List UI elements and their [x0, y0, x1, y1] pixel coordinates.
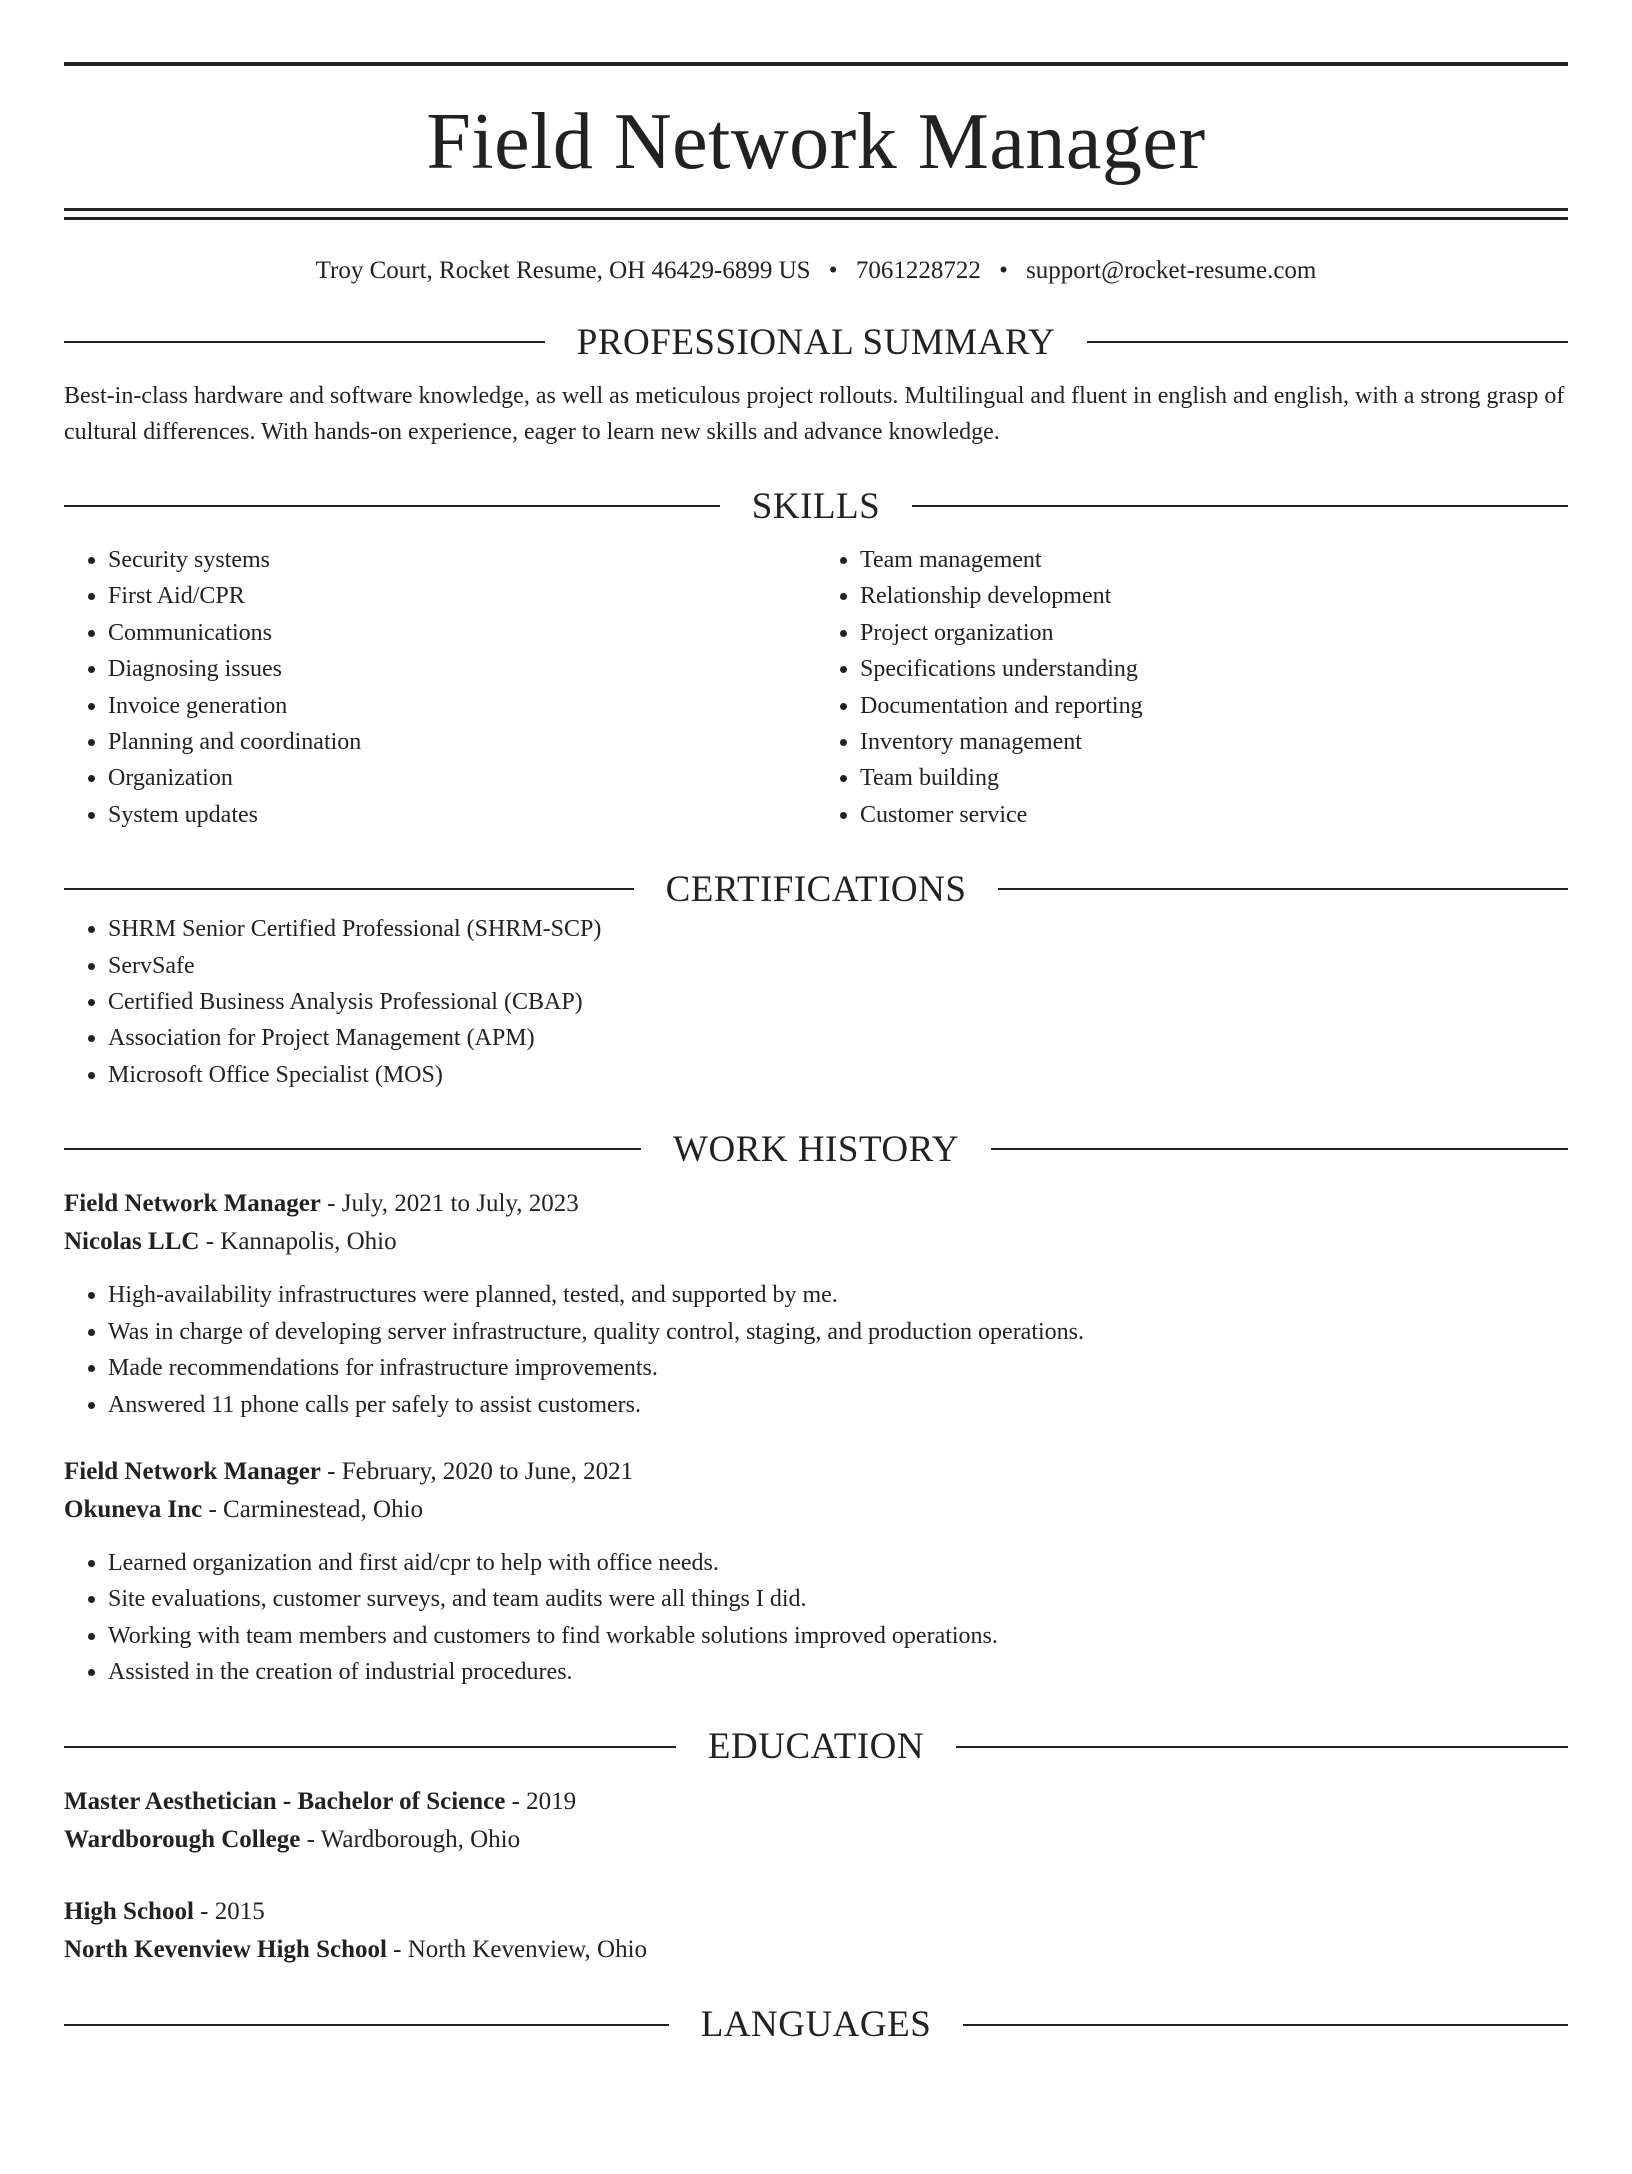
- section-heading-certifications: [64, 867, 1568, 911]
- job-duty: • Was in charge of developing server infrastructure, quality control, staging, and production operations.: [108, 1314, 1568, 1350]
- heading-rule: [64, 1148, 641, 1150]
- job-company: Nicolas LLC: [64, 1228, 200, 1256]
- heading-rule: [1087, 341, 1568, 343]
- heading-rule: [998, 888, 1568, 890]
- section-heading-languages: [64, 2003, 1568, 2047]
- contact-line: [64, 256, 1568, 286]
- skills-list: [64, 542, 816, 833]
- job-location: - Kannapolis, Ohio: [199, 1228, 397, 1256]
- skills-left-column: [64, 542, 816, 833]
- skill-item: • Team building: [860, 760, 1568, 796]
- education-school-line: [64, 1821, 1568, 1859]
- skill-item: • Relationship development: [860, 578, 1568, 614]
- skill-item: • Project organization: [860, 615, 1568, 651]
- heading-rule: [912, 505, 1568, 507]
- job-title: Field Network Manager: [64, 1190, 321, 1218]
- skills-list: [816, 542, 1568, 833]
- education-location: - North Kevenview, Ohio: [386, 1935, 648, 1963]
- section-heading-education: [64, 1725, 1568, 1769]
- skill-item: • Communications: [108, 615, 816, 651]
- heading-rule: [963, 2024, 1568, 2026]
- job-entry: [64, 1453, 1568, 1691]
- education-entry: [64, 1893, 1568, 1969]
- education-school: Wardborough College: [64, 1825, 301, 1853]
- job-duty: • Assisted in the creation of industrial procedures.: [108, 1654, 1568, 1690]
- heading-rule: [956, 1746, 1568, 1748]
- certification-item: • ServSafe: [108, 948, 1568, 984]
- job-duties-list: [64, 1277, 1568, 1423]
- skill-item: • Customer service: [860, 797, 1568, 833]
- section-title: WORK HISTORY: [673, 1128, 959, 1170]
- job-duty: • Made recommendations for infrastructure improvements.: [108, 1350, 1568, 1386]
- resume-page: [0, 62, 1632, 2174]
- skill-item: • Documentation and reporting: [860, 688, 1568, 724]
- job-duty: • Answered 11 phone calls per safely to assist customers.: [108, 1387, 1568, 1423]
- job-duty: • Working with team members and customers to find workable solutions improved operations.: [108, 1618, 1568, 1654]
- contact-phone: 7061228722: [855, 257, 981, 284]
- page-title: Field Network Manager: [426, 98, 1206, 186]
- skill-item: • Invoice generation: [108, 688, 816, 724]
- education-degree: High School: [64, 1897, 194, 1925]
- skill-item: • System updates: [108, 797, 816, 833]
- section-heading-skills: [64, 484, 1568, 528]
- education-school-line: [64, 1931, 1568, 1969]
- section-title: PROFESSIONAL SUMMARY: [576, 321, 1056, 363]
- certification-item: • Certified Business Analysis Professional (CBAP): [108, 984, 1568, 1020]
- skill-item: • Inventory management: [860, 724, 1568, 760]
- job-title-line: [64, 1185, 1568, 1223]
- job-company-line: [64, 1491, 1568, 1529]
- certification-item: • Microsoft Office Specialist (MOS): [108, 1057, 1568, 1093]
- contact-separator: •: [999, 257, 1008, 284]
- skill-item: • Diagnosing issues: [108, 651, 816, 687]
- heading-rule: [991, 1148, 1568, 1150]
- job-dates: - July, 2021 to July, 2023: [320, 1190, 579, 1218]
- job-duty: • Site evaluations, customer surveys, and team audits were all things I did.: [108, 1581, 1568, 1617]
- job-duties-list: [64, 1545, 1568, 1691]
- education-degree: Master Aesthetician - Bachelor of Science: [64, 1787, 506, 1815]
- job-title-line: [64, 1453, 1568, 1491]
- title-double-rule: [64, 208, 1568, 220]
- job-company-line: [64, 1223, 1568, 1261]
- heading-rule: [64, 888, 634, 890]
- skill-item: • Organization: [108, 760, 816, 796]
- skill-item: • Security systems: [108, 542, 816, 578]
- contact-separator: •: [828, 257, 838, 284]
- certification-item: • Association for Project Management (APM): [108, 1020, 1568, 1056]
- section-title: LANGUAGES: [700, 2004, 932, 2046]
- skill-item: • Team management: [860, 542, 1568, 578]
- heading-rule: [64, 1746, 676, 1748]
- education-year: - 2015: [193, 1897, 265, 1925]
- job-dates: - February, 2020 to June, 2021: [320, 1457, 634, 1485]
- certifications-list: [64, 911, 1568, 1093]
- job-location: - Carminestead, Ohio: [202, 1495, 424, 1523]
- education-entry: [64, 1783, 1568, 1859]
- education-school: North Kevenview High School: [64, 1935, 387, 1963]
- top-rule: [64, 62, 1568, 66]
- summary-text: Best-in-class hardware and software knowledge, as well as meticulous project rollouts. Multilingual and fluent in english and english, with a strong grasp of cultural differences. With hands-on experience, eager to learn new skills and advance knowledge.: [64, 383, 1565, 445]
- job-title: Field Network Manager: [64, 1457, 321, 1485]
- education-year: - 2019: [505, 1787, 577, 1815]
- education-location: - Wardborough, Ohio: [300, 1825, 521, 1853]
- job-duty: • High-availability infrastructures were planned, tested, and supported by me.: [108, 1277, 1568, 1313]
- skills-right-column: [816, 542, 1568, 833]
- skill-item: • First Aid/CPR: [108, 578, 816, 614]
- heading-rule: [64, 2024, 669, 2026]
- skill-item: • Specifications understanding: [860, 651, 1568, 687]
- heading-rule: [64, 505, 720, 507]
- skills-columns: [64, 542, 1568, 833]
- contact-address: Troy Court, Rocket Resume, OH 46429-6899 US: [315, 257, 811, 284]
- section-title: CERTIFICATIONS: [665, 868, 967, 910]
- heading-rule: [64, 341, 545, 343]
- job-duty: • Learned organization and first aid/cpr to help with office needs.: [108, 1545, 1568, 1581]
- education-degree-line: [64, 1893, 1568, 1931]
- section-heading-work-history: [64, 1127, 1568, 1171]
- skill-item: • Planning and coordination: [108, 724, 816, 760]
- job-company: Okuneva Inc: [64, 1495, 203, 1523]
- certification-item: • SHRM Senior Certified Professional (SHRM-SCP): [108, 911, 1568, 947]
- education-degree-line: [64, 1783, 1568, 1821]
- section-title: EDUCATION: [707, 1726, 925, 1768]
- section-heading-summary: [64, 320, 1568, 364]
- section-title: SKILLS: [751, 485, 881, 527]
- job-entry: [64, 1185, 1568, 1423]
- contact-email[interactable]: support@rocket-resume.com: [1026, 257, 1317, 284]
